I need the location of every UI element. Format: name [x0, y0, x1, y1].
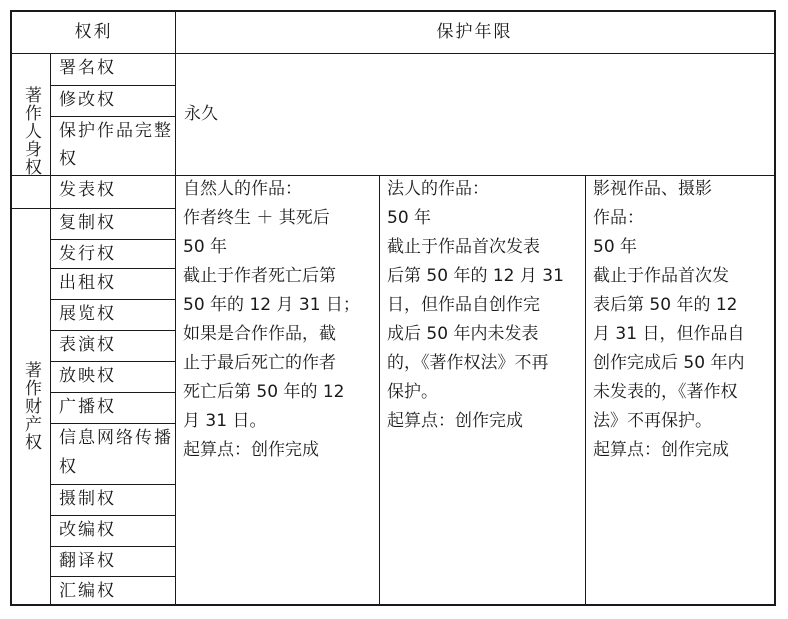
period-line: 月 31 日。 — [183, 411, 267, 431]
period-line: 作者终生 ＋ 其死后 — [183, 208, 330, 228]
right-integrity: 保护作品完整权 — [59, 121, 173, 169]
period-line: 后第 50 年的 12 月 31 — [387, 266, 564, 286]
period-line: 起算点：创作完成 — [387, 411, 523, 431]
period-line: 法人的作品： — [387, 179, 489, 199]
header-protection-period: 保护年限 — [436, 22, 513, 42]
right-compilation: 汇编权 — [59, 581, 116, 601]
period-line: 死亡后第 50 年的 12 — [183, 382, 345, 402]
right-reproduction: 复制权 — [59, 213, 116, 233]
period-line: 50 年 — [183, 237, 228, 257]
permanent-period: 永久 — [184, 103, 218, 124]
period-line: 保护。 — [387, 382, 438, 402]
period-line: 作品： — [593, 208, 644, 228]
right-performance: 表演权 — [59, 335, 116, 355]
right-broadcasting: 广播权 — [59, 397, 116, 417]
right-exhibition: 展览权 — [59, 304, 116, 324]
period-line: 截止于作者死亡后第 — [183, 266, 336, 286]
natural-person-works-period — [176, 175, 379, 604]
period-line: 影视作品、摄影 — [593, 179, 712, 199]
period-line: 创作完成后 50 年内 — [593, 353, 745, 373]
period-line: 日，但作品自创作完 — [387, 295, 540, 315]
right-adaptation: 改编权 — [59, 520, 116, 540]
right-screening: 放映权 — [59, 366, 116, 386]
period-line: 截止于作品首次发 — [593, 266, 729, 286]
right-rental: 出租权 — [59, 273, 116, 293]
right-filming: 摄制权 — [59, 489, 116, 509]
period-line: 的，《著作权法》不再 — [387, 353, 549, 373]
period-line: 起算点：创作完成 — [183, 440, 319, 460]
legal-person-works-period — [380, 175, 585, 604]
period-line: 截止于作品首次发表 — [387, 237, 540, 257]
period-line: 如果是合作作品，截 — [183, 324, 336, 344]
period-line: 止于最后死亡的作者 — [183, 353, 336, 373]
period-line: 自然人的作品： — [183, 179, 302, 199]
personal-rights-group-label: 著作人身权 — [21, 85, 41, 176]
period-line: 表后第 50 年的 12 — [593, 295, 738, 315]
header-rights: 权利 — [74, 22, 113, 42]
period-line: 50 年的 12 月 31 日； — [183, 295, 360, 315]
right-distribution: 发行权 — [59, 244, 116, 264]
period-line: 月 31 日，但作品自 — [593, 324, 745, 344]
film-photo-works-period — [586, 175, 774, 604]
right-attribution: 署名权 — [59, 58, 116, 78]
period-line: 成后 50 年内未发表 — [387, 324, 539, 344]
period-line: 法》不再保护。 — [593, 411, 712, 431]
right-publication: 发表权 — [59, 180, 116, 200]
right-translation: 翻译权 — [59, 551, 116, 571]
period-line: 50 年 — [387, 208, 432, 228]
period-line: 起算点：创作完成 — [593, 440, 729, 460]
property-rights-group-label: 著作财产权 — [21, 361, 41, 451]
period-line: 50 年 — [593, 237, 638, 257]
period-line: 未发表的，《著作权 — [593, 382, 738, 402]
right-network-dissemination: 信息网络传播权 — [59, 428, 173, 477]
copyright-protection-table — [10, 10, 776, 606]
right-modification: 修改权 — [59, 90, 116, 110]
